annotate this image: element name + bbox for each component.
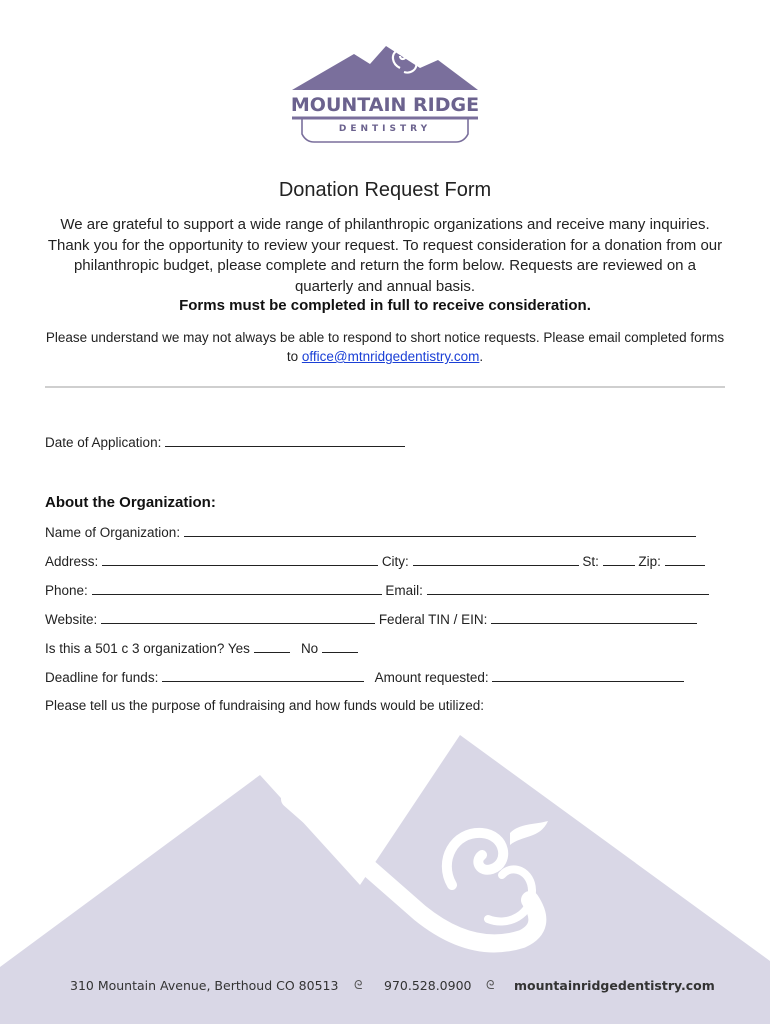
organization-name-field[interactable] <box>184 524 696 537</box>
state-label: St: <box>582 554 599 569</box>
footer-separator-icon: ᘓ <box>486 978 495 992</box>
notice-end: . <box>479 349 484 364</box>
federal-tin-field[interactable] <box>491 611 697 624</box>
organization-name-label: Name of Organization: <box>45 525 181 540</box>
organization-name-row <box>45 524 696 540</box>
email-field[interactable] <box>427 582 709 595</box>
purpose-row <box>45 698 484 713</box>
nonprofit-yes-field[interactable] <box>254 640 290 653</box>
footer-separator-icon: ᘓ <box>354 978 363 992</box>
nonprofit-question-label: Is this a 501 c 3 organization? Yes <box>45 641 250 656</box>
logo-tagline: DENTISTRY <box>338 124 432 134</box>
deadline-row <box>45 669 684 685</box>
zip-field[interactable] <box>665 553 705 566</box>
website-row <box>45 611 697 627</box>
footer-website: mountainridgedentistry.com <box>514 978 715 993</box>
form-title: Donation Request Form <box>278 179 492 201</box>
federal-tin-label: Federal TIN / EIN: <box>378 612 488 627</box>
website-label: Website: <box>45 612 98 627</box>
email-link[interactable]: office@mtnridgedentistry.com <box>301 349 480 364</box>
amount-requested-label: Amount requested: <box>374 670 489 685</box>
nonprofit-status-row <box>45 640 358 656</box>
notice-paragraph <box>44 328 726 366</box>
phone-row <box>45 582 709 598</box>
city-label: City: <box>381 554 409 569</box>
deadline-field[interactable] <box>162 669 364 682</box>
address-label: Address: <box>45 554 99 569</box>
date-of-application-row <box>45 434 405 450</box>
nonprofit-no-field[interactable] <box>322 640 358 653</box>
phone-field[interactable] <box>92 582 382 595</box>
city-field[interactable] <box>413 553 579 566</box>
nonprofit-no-label: No <box>300 641 319 656</box>
date-of-application-label: Date of Application: <box>45 435 162 450</box>
footer-phone: 970.528.0900 <box>384 978 472 993</box>
address-row <box>45 553 705 569</box>
date-of-application-field[interactable] <box>165 434 405 447</box>
email-label: Email: <box>385 583 423 598</box>
section-title: About the Organization: <box>45 494 216 511</box>
logo-mountains-icon <box>288 42 482 102</box>
website-field[interactable] <box>101 611 375 624</box>
state-field[interactable] <box>603 553 635 566</box>
zip-label: Zip: <box>638 554 661 569</box>
amount-requested-field[interactable] <box>492 669 684 682</box>
logo-title: MOUNTAIN RIDGE <box>290 94 480 116</box>
notice-text: Please understand we may not always be able to respond to short notice requests. Please email completed forms to <box>45 330 725 364</box>
address-field[interactable] <box>102 553 378 566</box>
footer-address: 310 Mountain Avenue, Berthoud CO 80513 <box>70 978 339 993</box>
deadline-label: Deadline for funds: <box>45 670 159 685</box>
divider <box>45 386 725 388</box>
intro-requirement: Forms must be completed in full to receive consideration. <box>179 297 591 314</box>
mountain-ridge-logo <box>288 42 482 142</box>
phone-label: Phone: <box>45 583 88 598</box>
footer <box>70 978 715 998</box>
purpose-label: Please tell us the purpose of fundraising and how funds would be utilized: <box>45 698 485 713</box>
intro-paragraph: We are grateful to support a wide range of philanthropic organizations and receive many inquiries. Thank you for the opportunity to review your request. To request consideration for a donation from our philanthropic budget, please complete and return the form below. Requests are reviewed on a quarterly and annual basis. <box>47 216 723 295</box>
